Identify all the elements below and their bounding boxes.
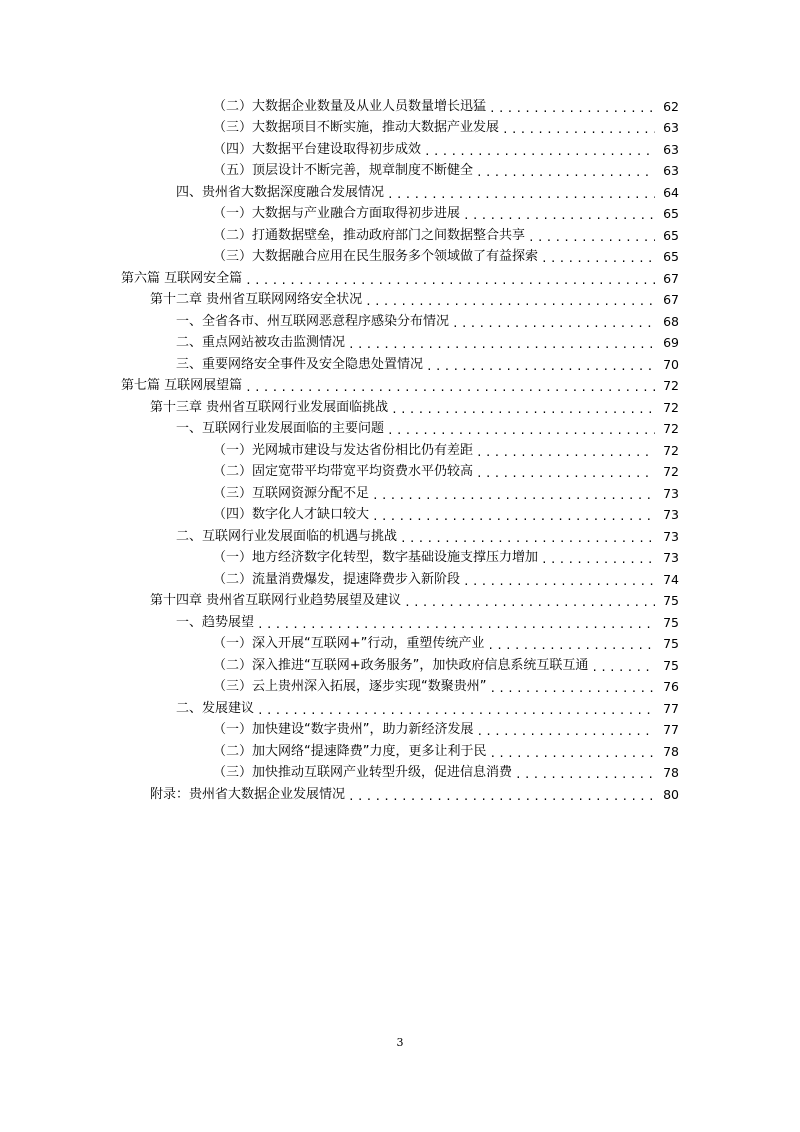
toc-entry-title: （三）云上贵州深入拓展，逐步实现“数聚贵州”: [213, 679, 487, 695]
toc-entry-section[interactable]: [0, 612, 800, 634]
toc-entry-section[interactable]: [0, 419, 800, 441]
toc-entry-sub[interactable]: [0, 505, 800, 527]
dot-leader: [476, 444, 655, 462]
toc-entry-chapter[interactable]: [0, 591, 800, 613]
dot-leader: [489, 100, 655, 118]
toc-entry-title: 三、重要网络安全事件及安全隐患处置情况: [176, 356, 424, 372]
toc-entry-title: （一）光网城市建设与发达省份相比仍有差距: [213, 442, 474, 458]
toc-entry-title: 附录：贵州省大数据企业发展情况: [150, 786, 346, 802]
dot-leader: [424, 143, 655, 161]
toc-entry-section[interactable]: [0, 354, 800, 376]
toc-entry-title: 第十二章 贵州省互联网网络安全状况: [150, 292, 363, 308]
dot-leader: [463, 573, 655, 591]
dot-leader: [476, 465, 655, 483]
toc-entry-page-number: 72: [663, 464, 679, 480]
toc-entry-sub[interactable]: [0, 139, 800, 161]
toc-entry-title: （四）数字化人才缺口较大: [213, 507, 370, 523]
toc-entry-title: （二）打通数据壁垒，推动政府部门之间数据整合共享: [213, 227, 526, 243]
toc-entry-page-number: 77: [663, 700, 679, 716]
toc-entry-sub[interactable]: [0, 741, 800, 763]
toc-entry-sub[interactable]: [0, 204, 800, 226]
toc-entry-chapter[interactable]: [0, 784, 800, 806]
toc-entry-page-number: 75: [663, 657, 679, 673]
toc-entry-title: 二、重点网站被攻击监测情况: [176, 335, 346, 351]
toc-entry-chapter[interactable]: [0, 397, 800, 419]
toc-entry-title: （一）地方经济数字化转型，数字基础设施支撑压力增加: [213, 550, 539, 566]
toc-entry-page-number: 63: [663, 120, 679, 136]
toc-entry-page-number: 77: [663, 722, 679, 738]
dot-leader: [387, 422, 655, 440]
toc-entry-section[interactable]: [0, 333, 800, 355]
dot-leader: [515, 766, 655, 784]
dot-leader: [487, 637, 655, 655]
toc-entry-page-number: 75: [663, 614, 679, 630]
toc-entry-title: 一、互联网行业发展面临的主要问题: [176, 421, 385, 437]
toc-entry-page-number: 65: [663, 249, 679, 265]
toc-entry-title: （一）大数据与产业融合方面取得初步进展: [213, 206, 461, 222]
toc-entry-title: 第七篇 互联网展望篇: [121, 378, 243, 394]
toc-entry-page-number: 75: [663, 636, 679, 652]
toc-entry-page-number: 76: [663, 679, 679, 695]
toc-entry-title: （二）固定宽带平均带宽平均资费水平仍较高: [213, 464, 474, 480]
dot-leader: [372, 487, 655, 505]
toc-entry-title: （三）大数据融合应用在民生服务多个领域做了有益探索: [213, 249, 539, 265]
toc-entry-sub[interactable]: [0, 440, 800, 462]
dot-leader: [257, 616, 655, 634]
toc-entry-page-number: 73: [663, 485, 679, 501]
toc-entry-title: （二）流量消费爆发，提速降费步入新阶段: [213, 571, 461, 587]
toc-entry-title: （五）顶层设计不断完善，规章制度不断健全: [213, 163, 474, 179]
toc-entry-page-number: 80: [663, 786, 679, 802]
dot-leader: [541, 551, 655, 569]
toc-entry-page-number: 73: [663, 507, 679, 523]
toc-entry-page-number: 73: [663, 528, 679, 544]
toc-entry-title: 第十四章 贵州省互联网行业趋势展望及建议: [150, 593, 402, 609]
dot-leader: [372, 508, 655, 526]
toc-entry-title: （三）加快推动互联网产业转型升级，促进信息消费: [213, 765, 513, 781]
dot-leader: [245, 272, 655, 290]
toc-entry-sub[interactable]: [0, 462, 800, 484]
dot-leader: [502, 121, 655, 139]
toc-entry-page-number: 64: [663, 184, 679, 200]
toc-entry-sub[interactable]: [0, 720, 800, 742]
toc-entry-page-number: 78: [663, 765, 679, 781]
toc-entry-page-number: 63: [663, 141, 679, 157]
toc-entry-page-number: 62: [663, 98, 679, 114]
dot-leader: [387, 186, 655, 204]
toc-entry-title: 二、发展建议: [176, 700, 255, 716]
toc-entry-sub[interactable]: [0, 247, 800, 269]
dot-leader: [489, 745, 655, 763]
toc-entry-title: （二）加大网络“提速降费”力度，更多让利于民: [213, 743, 487, 759]
dot-leader: [476, 723, 655, 741]
dot-leader: [528, 229, 655, 247]
toc-entry-part[interactable]: [0, 376, 800, 398]
dot-leader: [591, 659, 655, 677]
toc-entry-section[interactable]: [0, 182, 800, 204]
toc-entry-chapter[interactable]: [0, 290, 800, 312]
toc-entry-sub[interactable]: [0, 548, 800, 570]
toc-entry-part[interactable]: [0, 268, 800, 290]
toc-entry-title: （三）大数据项目不断实施，推动大数据产业发展: [213, 120, 500, 136]
toc-entry-title: 四、贵州省大数据深度融合发展情况: [176, 184, 385, 200]
toc-entry-page-number: 74: [663, 571, 679, 587]
dot-leader: [426, 358, 655, 376]
toc-entry-title: 第十三章 贵州省互联网行业发展面临挑战: [150, 399, 389, 415]
dot-leader: [452, 315, 655, 333]
dot-leader: [489, 680, 655, 698]
toc-entry-sub[interactable]: [0, 634, 800, 656]
dot-leader: [391, 401, 655, 419]
page-number: 3: [396, 1036, 404, 1049]
toc-entry-page-number: 63: [663, 163, 679, 179]
toc-entry-page-number: 72: [663, 399, 679, 415]
toc-entry-page-number: 68: [663, 313, 679, 329]
toc-entry-sub[interactable]: [0, 569, 800, 591]
toc-entry-title: （一）加快建设“数字贵州”，助力新经济发展: [213, 722, 474, 738]
toc-entry-page-number: 65: [663, 227, 679, 243]
toc-entry-page-number: 67: [663, 270, 679, 286]
toc-entry-sub[interactable]: [0, 677, 800, 699]
dot-leader: [541, 250, 655, 268]
toc-entry-page-number: 75: [663, 593, 679, 609]
dot-leader: [404, 594, 655, 612]
toc-entry-sub[interactable]: [0, 161, 800, 183]
toc-entry-title: 二、互联网行业发展面临的机遇与挑战: [176, 528, 398, 544]
toc-entry-page-number: 67: [663, 292, 679, 308]
toc-entry-page-number: 72: [663, 378, 679, 394]
toc-entry-page-number: 78: [663, 743, 679, 759]
toc-entry-sub[interactable]: [0, 655, 800, 677]
toc-entry-title: （二）大数据企业数量及从业人员数量增长迅猛: [213, 98, 487, 114]
toc-entry-sub[interactable]: [0, 96, 800, 118]
dot-leader: [463, 207, 655, 225]
toc-entry-section[interactable]: [0, 526, 800, 548]
dot-leader: [400, 530, 655, 548]
toc-entry-sub[interactable]: [0, 225, 800, 247]
toc-entry-title: （一）深入开展“互联网+”行动，重塑传统产业: [213, 636, 485, 652]
dot-leader: [476, 164, 655, 182]
toc-entry-page-number: 72: [663, 421, 679, 437]
toc-entry-page-number: 70: [663, 356, 679, 372]
toc-entry-section[interactable]: [0, 698, 800, 720]
toc-entry-title: 一、趋势展望: [176, 614, 255, 630]
table-of-contents: [0, 96, 800, 806]
dot-leader: [348, 788, 655, 806]
dot-leader: [365, 293, 655, 311]
toc-entry-sub[interactable]: [0, 483, 800, 505]
toc-entry-title: （三）互联网资源分配不足: [213, 485, 370, 501]
toc-entry-title: （二）深入推进“互联网+政务服务”，加快政府信息系统互联互通: [213, 657, 589, 673]
toc-entry-sub[interactable]: [0, 763, 800, 785]
toc-entry-page-number: 72: [663, 442, 679, 458]
dot-leader: [257, 702, 655, 720]
dot-leader: [245, 379, 655, 397]
toc-entry-page-number: 65: [663, 206, 679, 222]
dot-leader: [348, 336, 655, 354]
toc-entry-page-number: 73: [663, 550, 679, 566]
toc-entry-title: 第六篇 互联网安全篇: [121, 270, 243, 286]
toc-entry-section[interactable]: [0, 311, 800, 333]
toc-entry-title: 一、全省各市、州互联网恶意程序感染分布情况: [176, 313, 450, 329]
toc-entry-page-number: 69: [663, 335, 679, 351]
toc-entry-title: （四）大数据平台建设取得初步成效: [213, 141, 422, 157]
toc-entry-sub[interactable]: [0, 118, 800, 140]
